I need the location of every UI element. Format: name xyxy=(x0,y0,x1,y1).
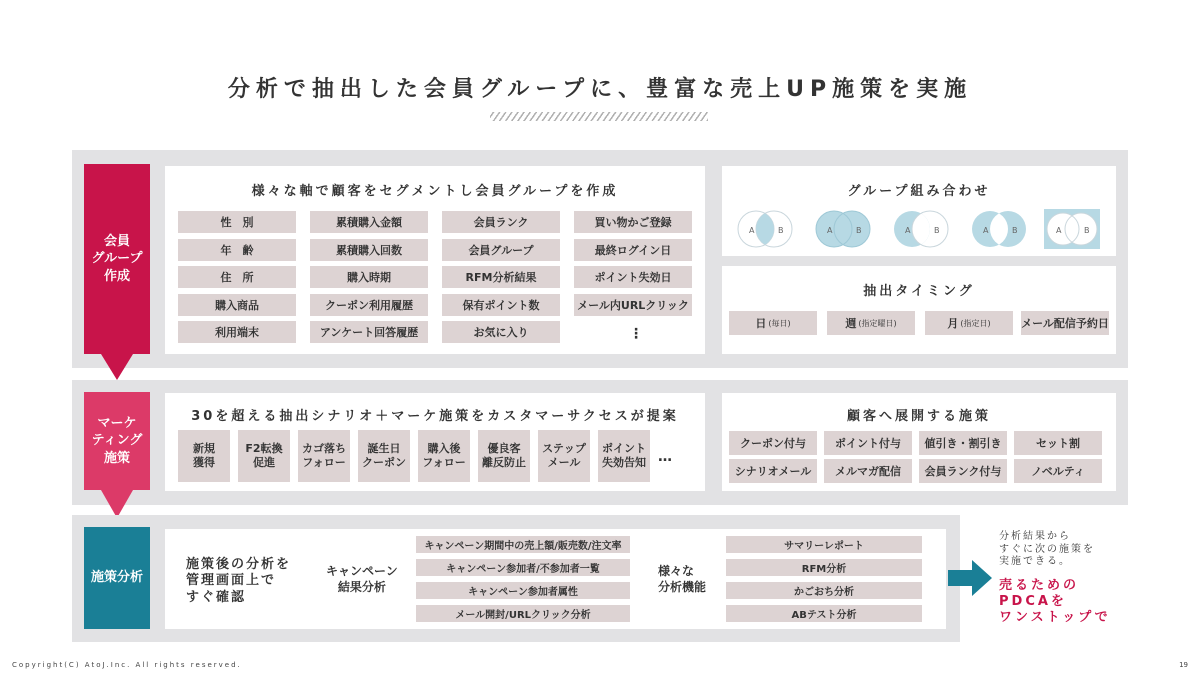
venn-letter-a: A xyxy=(749,226,755,235)
title-underline-decoration xyxy=(490,112,708,121)
group-combo-panel xyxy=(722,166,1116,256)
svg-text:A: A xyxy=(983,226,989,235)
svg-text:B: B xyxy=(934,226,940,235)
scenario-chip: 購入後 フォロー xyxy=(418,430,470,482)
feature-bar: RFM分析 xyxy=(726,559,922,576)
scenario-chip: 優良客 離反防止 xyxy=(478,430,530,482)
segment-chip: 買い物かご登録 xyxy=(574,211,692,233)
venn-difference-icon xyxy=(894,211,948,247)
venn-letter-b: B xyxy=(778,226,784,235)
svg-text:A: A xyxy=(905,226,911,235)
scenario-chip: 新規 獲得 xyxy=(178,430,230,482)
segment-chip: 性 別 xyxy=(178,211,296,233)
segment-chip: 最終ログイン日 xyxy=(574,239,692,261)
segment-chip: 年 齢 xyxy=(178,239,296,261)
svg-text:B: B xyxy=(856,226,862,235)
feature-bar: かごおち分析 xyxy=(726,582,922,599)
segment-chip: RFM分析結果 xyxy=(442,266,560,288)
deploy-chip: 会員ランク付与 xyxy=(919,459,1007,483)
features-label: 様々な 分析機能 xyxy=(658,564,707,595)
segment-chip: 会員ランク xyxy=(442,211,560,233)
segment-chip: 購入商品 xyxy=(178,294,296,316)
venn-symmetric-difference-icon xyxy=(972,211,1026,247)
svg-text:A: A xyxy=(827,226,833,235)
feature-bar: サマリーレポート xyxy=(726,536,922,553)
timing-title: 抽出タイミング xyxy=(863,284,975,299)
section3-label: 施策分析 xyxy=(84,527,150,629)
segment-chip: ポイント失効日 xyxy=(574,266,692,288)
segment-chip: 利用端末 xyxy=(178,321,296,343)
campaign-bar: キャンペーン参加者/不参加者一覧 xyxy=(416,559,630,576)
scenario-chip: 誕生日 クーポン xyxy=(358,430,410,482)
venn-complement-icon xyxy=(1044,209,1100,249)
deploy-chip: ポイント付与 xyxy=(824,431,912,455)
campaign-analysis-label: キャンペーン 結果分析 xyxy=(326,564,398,595)
section2-label: マーケ ティング 施策 xyxy=(84,392,150,490)
segment-chip: アンケート回答履歴 xyxy=(310,321,428,343)
analysis-description: 施策後の分析を 管理画面上で すぐ確認 xyxy=(186,557,292,605)
segment-chip: 会員グループ xyxy=(442,239,560,261)
section1-label: 会員 グループ 作成 xyxy=(84,164,150,354)
section2-down-arrow xyxy=(101,490,133,518)
segment-chip: 累積購入回数 xyxy=(310,239,428,261)
section1-down-arrow xyxy=(101,354,133,380)
segment-chip: お気に入り xyxy=(442,321,560,343)
copyright: Copyright(C) AtoJ.Inc. All rights reserved. xyxy=(12,661,242,669)
deploy-chip: クーポン付与 xyxy=(729,431,817,455)
timing-chip-mail-reservation: メール配信予約日 xyxy=(1021,311,1109,335)
svg-text:B: B xyxy=(1012,226,1018,235)
segment-chip: 保有ポイント数 xyxy=(442,294,560,316)
deploy-chip: メルマガ配信 xyxy=(824,459,912,483)
scenario-chip: F2転換 促進 xyxy=(238,430,290,482)
segment-title: 様々な軸で顧客をセグメントし会員グループを作成 xyxy=(251,184,619,199)
venn-diagrams xyxy=(722,166,1116,256)
deploy-chip: 値引き・割引き xyxy=(919,431,1007,455)
venn-intersection-icon xyxy=(738,211,792,247)
segment-chip: 住 所 xyxy=(178,266,296,288)
timing-chip-monthly: 月 (指定日) xyxy=(925,311,1013,335)
svg-text:A: A xyxy=(1056,226,1062,235)
scenario-chip: ステップ メール xyxy=(538,430,590,482)
svg-text:B: B xyxy=(1084,226,1090,235)
callout-note: 分析結果から すぐに次の施策を 実施できる。 xyxy=(999,531,1095,567)
segment-more: ⋮ xyxy=(629,326,643,342)
timing-panel xyxy=(722,266,1116,354)
campaign-bar: キャンペーン参加者属性 xyxy=(416,582,630,599)
deploy-title: 顧客へ展開する施策 xyxy=(846,409,991,424)
segment-chip: 累積購入金額 xyxy=(310,211,428,233)
page-number: 19 xyxy=(1179,661,1188,669)
group-combo-title: グループ組み合わせ xyxy=(847,184,991,199)
slide-title: 分析で抽出した会員グループに、豊富な売上UP施策を実施 xyxy=(227,77,973,102)
segment-chip: 購入時期 xyxy=(310,266,428,288)
campaign-bar: キャンペーン期間中の売上額/販売数/注文率 xyxy=(416,536,630,553)
scenario-more: … xyxy=(658,449,672,465)
feature-bar: ABテスト分析 xyxy=(726,605,922,622)
deploy-chip: ノベルティ xyxy=(1014,459,1102,483)
deploy-chip: シナリオメール xyxy=(729,459,817,483)
deploy-chip: セット割 xyxy=(1014,431,1102,455)
segment-chip: メール内URLクリック xyxy=(574,294,692,316)
campaign-bar: メール開封/URLクリック分析 xyxy=(416,605,630,622)
timing-chip-weekly: 週 (指定曜日) xyxy=(827,311,915,335)
timing-chip-daily: 日 (毎日) xyxy=(729,311,817,335)
segment-chip: クーポン利用履歴 xyxy=(310,294,428,316)
scenario-chip: カゴ落ち フォロー xyxy=(298,430,350,482)
callout-highlight: 売るための PDCAを ワンストップで xyxy=(999,578,1111,625)
venn-union-icon xyxy=(816,211,870,247)
scenario-title: 30を超える抽出シナリオ＋マーケ施策をカスタマーサクセスが提案 xyxy=(191,409,679,424)
right-arrow-icon xyxy=(948,560,992,596)
scenario-chip: ポイント 失効告知 xyxy=(598,430,650,482)
